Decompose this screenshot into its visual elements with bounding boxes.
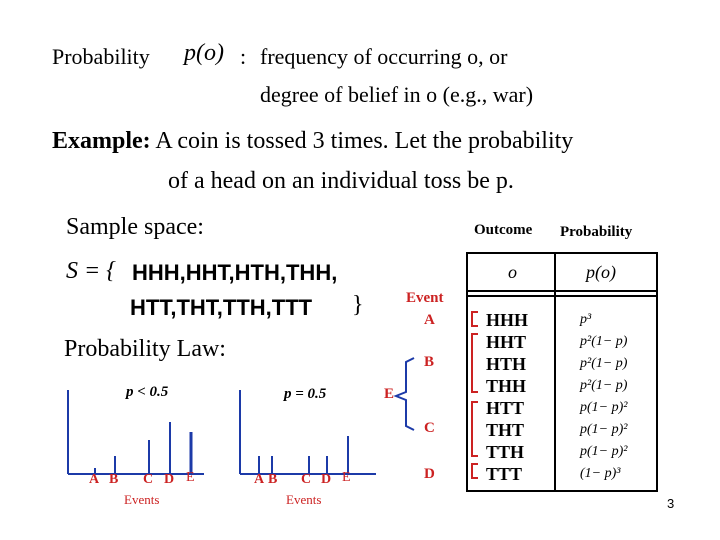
outcome-header: Outcome bbox=[474, 222, 533, 238]
bracket-a bbox=[472, 312, 478, 326]
definition-colon: : bbox=[240, 44, 247, 69]
page-number: 3 bbox=[667, 496, 675, 511]
brace-e bbox=[396, 358, 414, 430]
chart-2-tick-c: C bbox=[301, 472, 312, 487]
chart-p-less-half bbox=[58, 382, 208, 512]
chart-2-tick-b: B bbox=[268, 472, 278, 487]
chart-1-tick-b: B bbox=[109, 472, 119, 487]
outcome-row: HHH bbox=[486, 310, 529, 330]
outcome-row: HHT bbox=[486, 332, 527, 352]
chart-2-tick-d: D bbox=[321, 472, 332, 487]
chart-1-tick-c: C bbox=[143, 472, 154, 487]
chart-2-tick-e: E bbox=[342, 470, 351, 485]
set-prefix: S = { bbox=[66, 258, 116, 284]
event-c: C bbox=[424, 420, 435, 436]
definition-line-1: frequency of occurring o, or bbox=[260, 44, 508, 69]
col-head-outcome: o bbox=[508, 262, 517, 282]
probability-row: p²(1− p) bbox=[580, 356, 628, 371]
chart-p-equal-half bbox=[230, 382, 380, 512]
outcome-row: HTT bbox=[486, 398, 525, 418]
sample-space-line-1: HHH,HHT,HTH,THH, bbox=[132, 260, 338, 285]
probability-row: p(1− p)² bbox=[580, 400, 628, 415]
outcome-row: TTT bbox=[486, 464, 523, 484]
chart-1-tick-d: D bbox=[164, 472, 175, 487]
probability-row: p³ bbox=[580, 312, 592, 327]
bracket-d bbox=[472, 464, 478, 478]
set-close-brace: } bbox=[352, 292, 364, 318]
sample-space-label: Sample space: bbox=[66, 214, 204, 240]
chart-2-title: p = 0.5 bbox=[284, 386, 327, 402]
probability-header: Probability bbox=[560, 224, 633, 240]
outcome-row: THT bbox=[486, 420, 525, 440]
chart-1-title: p < 0.5 bbox=[126, 384, 169, 400]
chart-1-tick-a: A bbox=[89, 472, 100, 487]
outcome-row: THH bbox=[486, 376, 527, 396]
sample-space-line-2: HTT,THT,TTH,TTT bbox=[130, 295, 313, 320]
table-header-rule-double bbox=[466, 295, 658, 297]
probability-row: p²(1− p) bbox=[580, 378, 628, 393]
probability-law-label: Probability Law: bbox=[64, 336, 226, 362]
probability-row: p²(1− p) bbox=[580, 334, 628, 349]
probability-row: p(1− p)² bbox=[580, 444, 628, 459]
chart-2-xlabel: Events bbox=[286, 492, 322, 507]
outcome-row: TTH bbox=[486, 442, 525, 462]
definition-line-2: degree of belief in o (e.g., war) bbox=[260, 82, 534, 107]
example-label: Example: bbox=[52, 128, 151, 154]
table-column-divider bbox=[554, 252, 556, 492]
event-b: B bbox=[424, 354, 435, 370]
probability-term: Probability bbox=[52, 44, 150, 69]
chart-1-tick-e: E bbox=[186, 470, 195, 485]
event-e: E bbox=[384, 386, 395, 402]
chart-2-tick-a: A bbox=[254, 472, 265, 487]
bracket-c bbox=[472, 402, 478, 456]
bracket-b bbox=[472, 334, 478, 392]
example-line-2: of a head on an individual toss be p. bbox=[168, 168, 514, 194]
outcome-row: HTH bbox=[486, 354, 527, 374]
event-d: D bbox=[424, 466, 435, 482]
outcome-probability-table bbox=[466, 252, 658, 492]
table-header-rule bbox=[466, 290, 658, 292]
probability-row: (1− p)³ bbox=[580, 466, 621, 481]
event-a: A bbox=[424, 312, 435, 328]
chart-1-xlabel: Events bbox=[124, 492, 160, 507]
probability-symbol: p(o) bbox=[184, 40, 224, 66]
event-label: Event bbox=[406, 290, 444, 306]
probability-row: p(1− p)² bbox=[580, 422, 628, 437]
col-head-probability: p(o) bbox=[586, 262, 616, 282]
example-line-1: A coin is tossed 3 times. Let the probability bbox=[150, 128, 574, 154]
